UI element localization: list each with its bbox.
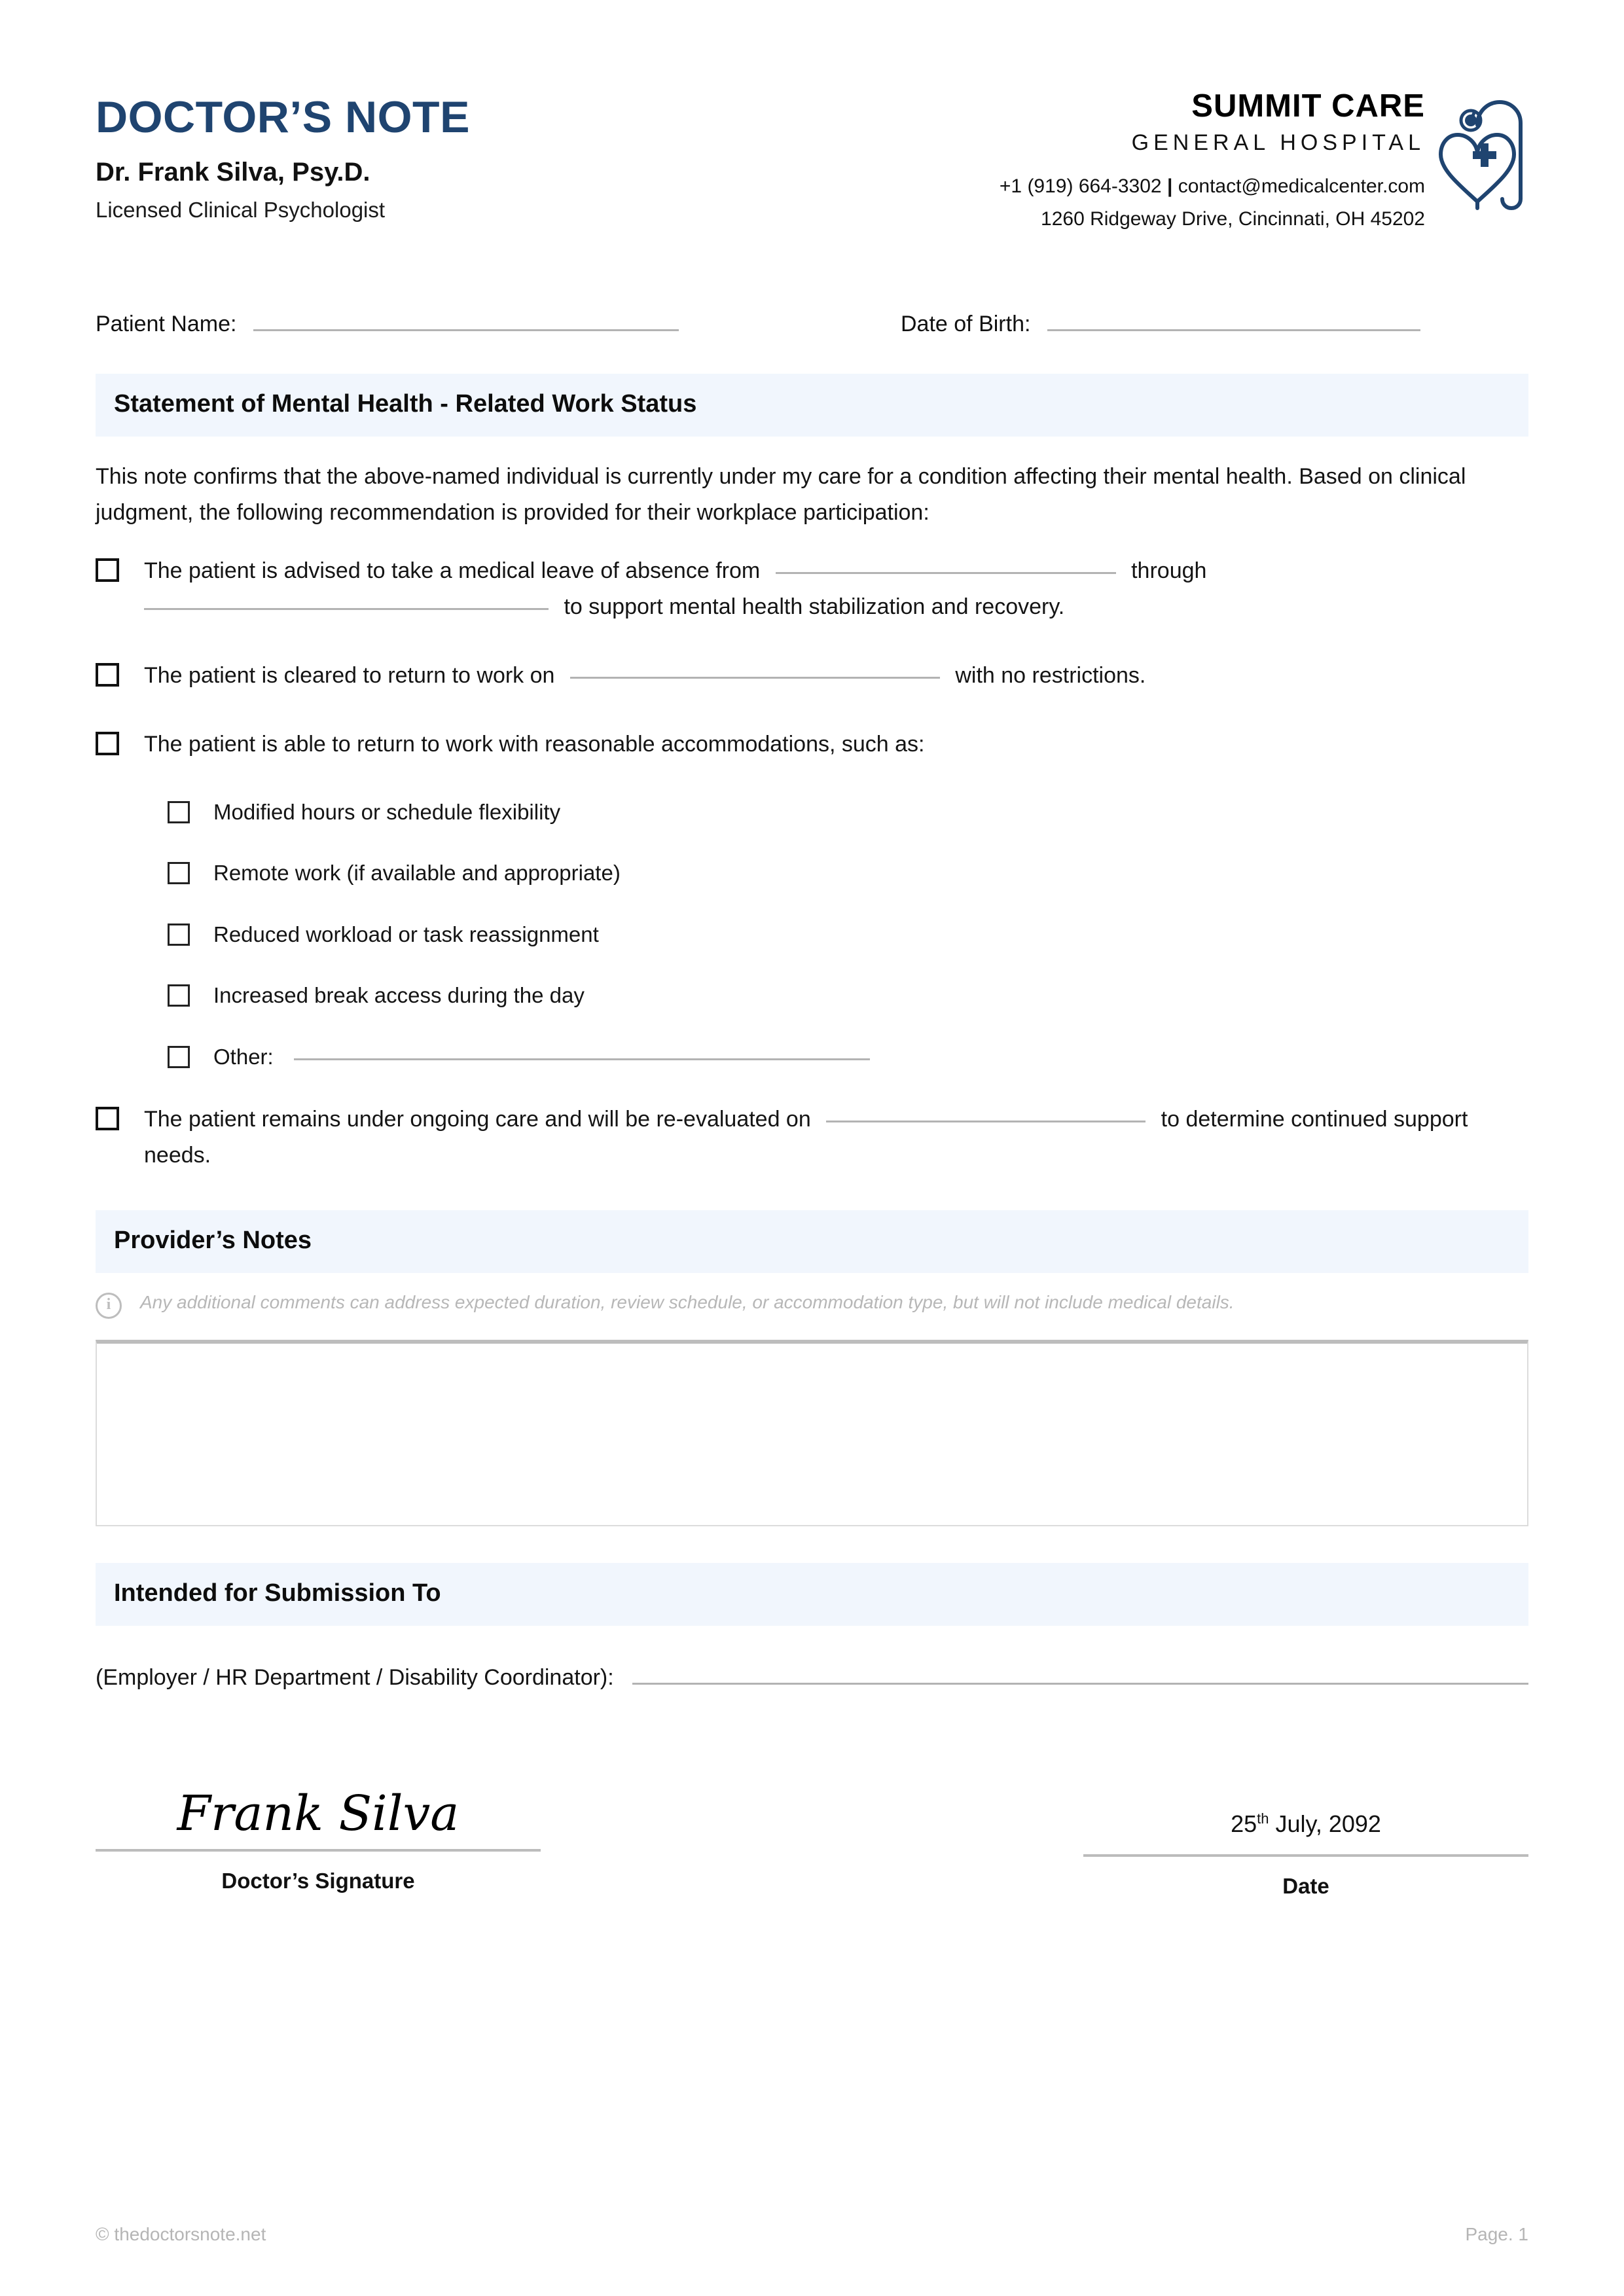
cleared-text-a: The patient is cleared to return to work on — [144, 663, 555, 689]
contact-separator: | — [1166, 175, 1173, 198]
accommodation-other-input[interactable] — [294, 1058, 870, 1060]
date-caption: Date — [1282, 1873, 1329, 1898]
footer-page-number: Page. 1 — [1465, 2224, 1528, 2244]
signature-caption: Doctor’s Signature — [221, 1868, 415, 1893]
date-suffix: th — [1257, 1810, 1269, 1827]
recommendation-options — [96, 553, 1528, 1174]
leave-through-date-input[interactable] — [144, 607, 549, 610]
accommodation-label: Increased break access during the day — [213, 983, 585, 1008]
ongoing-text-b: to determine continued support needs. — [144, 1107, 1468, 1168]
option-medical-leave-text — [144, 553, 1528, 625]
signed-date-value[interactable] — [1083, 1769, 1528, 1847]
leave-from-date-input[interactable] — [776, 571, 1116, 574]
document-header — [96, 0, 1528, 233]
checkbox-cleared-return[interactable] — [96, 663, 119, 687]
accommodation-item-reduced-workload[interactable] — [168, 918, 1528, 951]
doctor-name: Dr. Frank Silva, Psy.D. — [96, 158, 370, 187]
phone-number: +1 (919) 664-3302 — [999, 175, 1162, 198]
option-accommodations[interactable] — [96, 726, 1528, 762]
ongoing-text-a: The patient remains under ongoing care and will be re-evaluated on — [144, 1107, 811, 1132]
accommodation-label: Remote work (if available and appropriate) — [213, 861, 621, 886]
date-of-birth-input[interactable] — [1047, 329, 1420, 331]
street-address: 1260 Ridgeway Drive, Cincinnati, OH 45202 — [1041, 207, 1425, 230]
accommodation-list — [168, 796, 1528, 1073]
document-footer — [96, 2224, 1528, 2245]
doctor-role: Licensed Clinical Psychologist — [96, 198, 386, 223]
checkbox-remote-work[interactable] — [168, 862, 190, 884]
checkbox-modified-hours[interactable] — [168, 801, 190, 823]
statement-section-title: Statement of Mental Health - Related Work Status — [114, 390, 697, 418]
accommodation-item-remote-work[interactable] — [168, 857, 1528, 889]
option-cleared-return[interactable] — [96, 658, 1528, 694]
footer-copyright: © thedoctorsnote.net — [96, 2224, 266, 2244]
date-of-birth-field[interactable] — [901, 312, 1420, 337]
date-day: 25 — [1231, 1810, 1257, 1837]
option-medical-leave[interactable] — [96, 553, 1528, 625]
email-address: contact@medicalcenter.com — [1178, 175, 1425, 198]
statement-intro-paragraph: This note confirms that the above-named individual is currently under my care for a condition affecting their mental health. Based on clinical judgment, the following recommendation is provided for their workplace participation: — [96, 464, 1466, 526]
accommodation-label: Modified hours or schedule flexibility — [213, 799, 561, 824]
checkbox-ongoing-care[interactable] — [96, 1107, 119, 1130]
accommodation-item-break-access[interactable] — [168, 979, 1528, 1012]
provider-notes-section-header — [96, 1210, 1528, 1273]
patient-name-label: Patient Name: — [96, 312, 237, 337]
info-circle-icon: i — [96, 1293, 122, 1319]
stethoscope-heart-cross-icon — [1437, 89, 1528, 213]
signature-value[interactable]: Frank Silva — [177, 1785, 460, 1842]
accommodation-item-other[interactable] — [168, 1041, 1528, 1073]
accommodation-item-modified-hours[interactable] — [168, 796, 1528, 829]
accommodation-label: Reduced workload or task reassignment — [213, 922, 599, 946]
accommodation-other-row — [213, 1041, 870, 1073]
submission-input[interactable] — [632, 1682, 1528, 1685]
signature-block — [96, 1769, 541, 1899]
checkbox-accommodations[interactable] — [96, 732, 119, 755]
header-right — [1000, 85, 1528, 233]
contact-line — [1000, 172, 1425, 201]
checkbox-break-access[interactable] — [168, 984, 190, 1007]
brand-subtitle: GENERAL HOSPITAL — [1131, 130, 1425, 155]
option-cleared-return-text — [144, 658, 1528, 694]
option-accommodations-text: The patient is able to return to work with reasonable accommodations, such as: — [144, 732, 925, 757]
patient-name-field[interactable] — [96, 312, 901, 337]
signature-row — [96, 1769, 1528, 1899]
patient-name-input[interactable] — [253, 329, 679, 331]
brand-name: SUMMIT CARE — [1191, 88, 1425, 124]
date-rest: July, 2092 — [1269, 1810, 1381, 1837]
patient-info-row — [96, 312, 1528, 337]
date-of-birth-label: Date of Birth: — [901, 312, 1031, 337]
submission-section-title: Intended for Submission To — [114, 1579, 441, 1607]
leave-text-c: to support mental health stabilization and recovery. — [564, 594, 1065, 620]
checkbox-other[interactable] — [168, 1046, 190, 1068]
header-left — [96, 85, 470, 223]
date-rule — [1083, 1854, 1528, 1857]
option-ongoing-care[interactable] — [96, 1102, 1528, 1174]
cleared-text-b: with no restrictions. — [955, 663, 1146, 689]
provider-notes-hint: Any additional comments can address expected duration, review schedule, or accommodation type, but will not include medical details. — [140, 1292, 1235, 1312]
leave-text-a: The patient is advised to take a medical leave of absence from — [144, 558, 761, 584]
return-date-input[interactable] — [570, 676, 940, 679]
submission-section-header — [96, 1563, 1528, 1626]
provider-notes-hint-row — [96, 1290, 1528, 1319]
page-title: DOCTOR’S NOTE — [96, 92, 470, 142]
reevaluation-date-input[interactable] — [826, 1120, 1146, 1122]
provider-notes-textarea[interactable] — [96, 1340, 1528, 1526]
signature-rule — [96, 1848, 541, 1852]
leave-text-b: through — [1131, 558, 1207, 584]
provider-notes-title: Provider’s Notes — [114, 1227, 312, 1255]
submission-field-row[interactable] — [96, 1665, 1528, 1691]
checkbox-medical-leave[interactable] — [96, 558, 119, 582]
statement-section-header — [96, 374, 1528, 437]
brand-block — [1000, 89, 1425, 233]
accommodation-label: Other: — [213, 1044, 274, 1069]
checkbox-reduced-workload[interactable] — [168, 924, 190, 946]
option-ongoing-care-text — [144, 1102, 1528, 1174]
submission-label: (Employer / HR Department / Disability Coordinator): — [96, 1664, 614, 1690]
date-block — [1083, 1769, 1528, 1899]
